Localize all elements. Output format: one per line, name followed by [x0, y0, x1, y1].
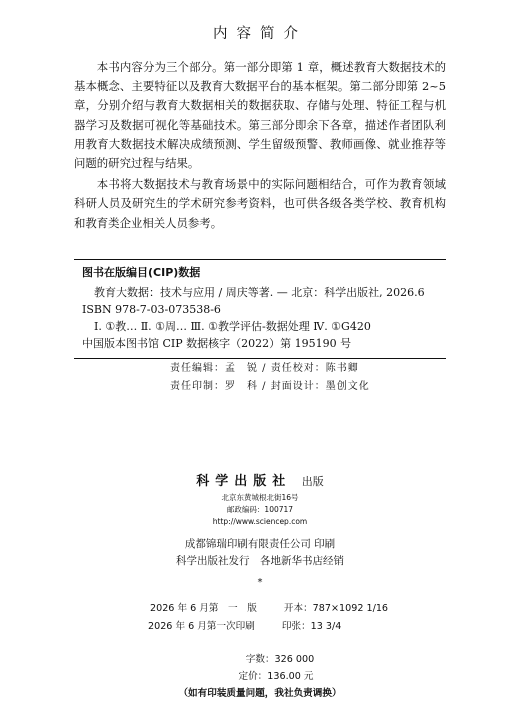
separator-star: * — [257, 577, 263, 588]
cip-block — [74, 259, 446, 359]
printer-name: 成都锦瑞印刷有限责任公司 印刷 — [184, 538, 336, 550]
edition-line2-right: 印张：13 3/4 — [281, 621, 342, 632]
publisher-block — [0, 470, 520, 528]
publisher-url: http://www.sciencep.com — [212, 517, 308, 526]
cip-line-classification: Ⅰ. ①教… Ⅱ. ①周… Ⅲ. ①教学评估-数据处理 Ⅳ. ①G420 — [94, 320, 371, 333]
edition-line1-left: 2026 年 6 月第 一 版 — [150, 603, 257, 614]
publisher-address: 北京东黄城根北街16号 — [221, 493, 299, 502]
cip-bottom-rule — [74, 358, 446, 359]
credits — [170, 360, 370, 396]
printer-distribution: 科学出版社发行 各地新华书店经销 — [176, 555, 344, 567]
printer-block — [0, 536, 520, 591]
intro-paragraph-1: 本书内容分为三个部分。第一部分即第 1 章，概述教育大数据技术的基本概念、主要特征以及教育大数据平台的基本框架。第二部分即第 2~5 章，分别介绍与教育大数据相关的数据获取、存储与处理、特征工程与机器学习及数据可视化等基础技术。第三部分即余下各章，描述作者团队利用教育大数据技术解决成绩预测、学生留级预警、教师画像、就业推荐等问题的研究过程与结果。 — [74, 60, 446, 171]
intro-paragraph-2: 本书将大数据技术与教育场景中的实际问题相结合，可作为教育领域科研人员及研究生的学术研究参考资料，也可供各级各类学校、教育机构和教育类企业相关人员参考。 — [74, 177, 446, 230]
publisher-suffix: 出版 — [301, 475, 324, 488]
price-block — [0, 651, 520, 702]
word-count: 字数：326 000 — [245, 654, 315, 665]
edition-line1-right: 开本：787×1092 1/16 — [283, 603, 389, 614]
cip-heading: 图书在版编目(CIP)数据 — [82, 266, 201, 279]
cip-line-title: 教育大数据：技术与应用 / 周庆等著. — 北京：科学出版社, 2026.6 — [94, 286, 425, 299]
intro-section — [74, 58, 446, 233]
page-title: 内容简介 — [213, 26, 307, 42]
publisher-name: 科学出版社 — [196, 474, 292, 489]
cip-line-record-number: 中国版本图书馆 CIP 数据核字（2022）第 195190 号 — [82, 337, 352, 350]
quality-note: （如有印装质量问题，我社负责调换） — [178, 688, 342, 699]
credits-line-printing: 责任印制：罗 科 / 封面设计：墨创文化 — [170, 381, 370, 392]
cip-top-rule — [74, 259, 446, 260]
publisher-postcode: 邮政编码：100717 — [226, 505, 294, 514]
price: 定价：136.00 元 — [238, 671, 314, 682]
cip-line-isbn: ISBN 978-7-03-073538-6 — [82, 303, 221, 316]
edition-line2-left: 2026 年 6 月第一次印刷 — [148, 621, 255, 632]
edition-block — [150, 600, 388, 636]
credits-line-editor: 责任编辑：孟 锐 / 责任校对：陈书卿 — [170, 363, 359, 374]
